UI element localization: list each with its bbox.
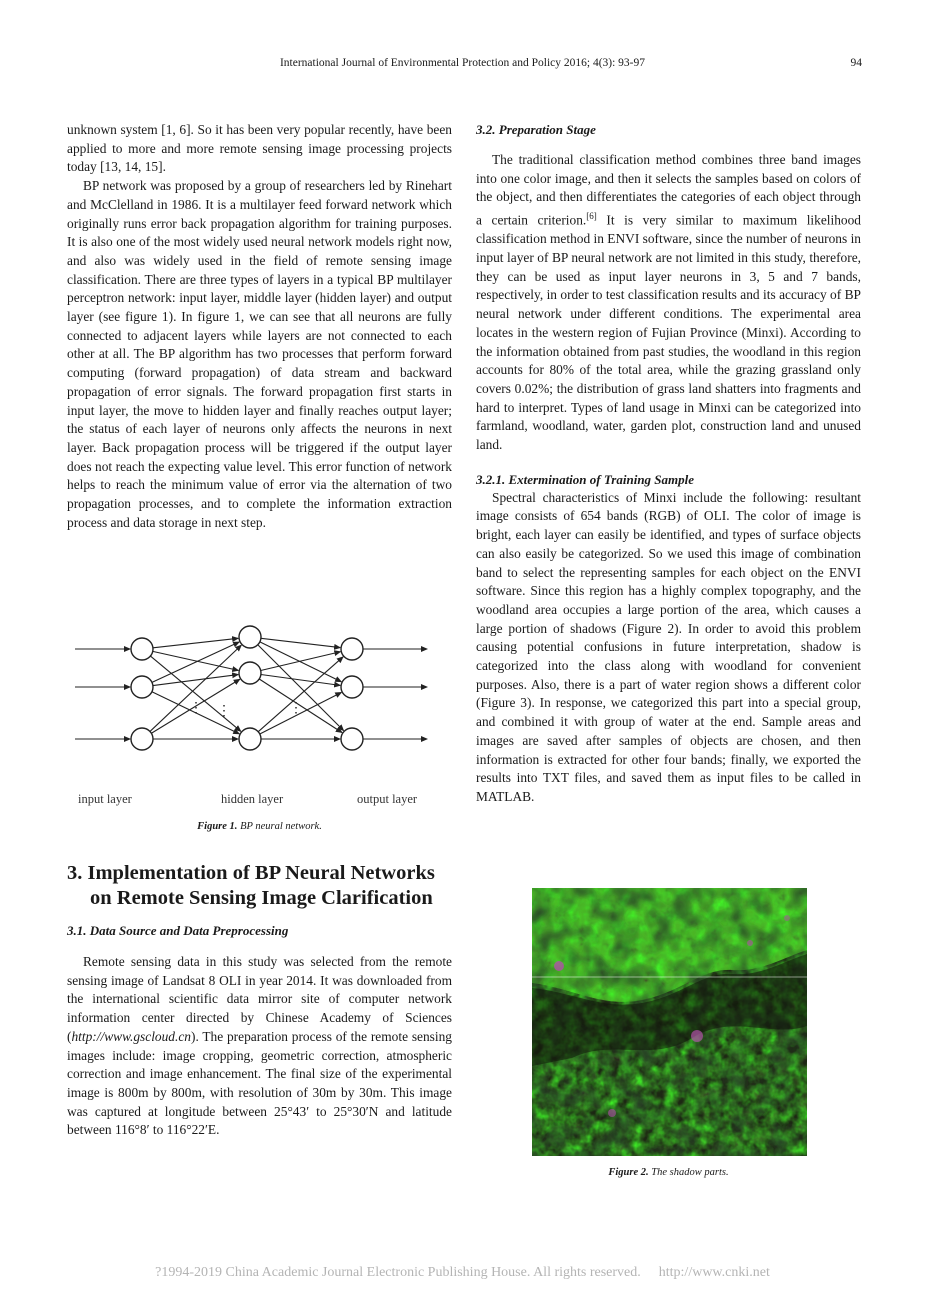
copyright-footer: [0, 1265, 925, 1281]
journal-citation: International Journal of Environmental Protection and Policy 2016; 4(3): 93-97: [279, 57, 646, 69]
left-column-text: [67, 121, 452, 532]
output-layer-label: output layer: [357, 792, 418, 806]
right-column-text: [476, 121, 861, 807]
figure-1-caption: [67, 821, 452, 832]
input-neuron: [131, 638, 153, 660]
running-header: [0, 57, 925, 73]
preparation-text-a: The traditional classification method combines three band images into one color image, and then it selects the samples based on colors of the object, and then differentiates the categories of each object through a certain criterion.: [476, 152, 861, 228]
figure-1-caption-label: Figure 1.: [197, 821, 238, 832]
cnki-url: http://www.cnki.net: [658, 1265, 770, 1280]
paragraph-preparation: [476, 151, 861, 455]
input-neuron: [131, 676, 153, 698]
subsection-3-1-heading: 3.1. Data Source and Data Preprocessing: [67, 923, 289, 938]
svg-text:⋮: ⋮: [217, 703, 231, 719]
paragraph-training-sample: Spectral characteristics of Minxi include the following: resultant image consists of 654 bands (RGB) of OLI. The color of image is bright, each layer can easily be identified, and types of surface objects can also easily be categorized. So we used this image of combination band to select the representing samples for each object on the ENVI software. Since this region has a highly complex topography, and the woodland area occupies a large portion of the area, which causes a large portion of shadows (Figure 2). In order to avoid this problem causing potential confusions in future interpretation, shadow is categorized into the class along with woodland for convenient purposes. Also, there is a part of water region shows a different color (Figure 3). In response, we categorized this part into a special group, and combined it with group of water at the end. Sample areas and images are saved after samples of objects are chosen, and then information is extracted for other four bands; finally, we exported the results into TXT files, and saved them as input files to be called in MATLAB.: [476, 489, 861, 804]
input-neuron: [131, 728, 153, 750]
figure-2-caption-text: The shadow parts.: [651, 1167, 729, 1178]
connection-arrow: [261, 674, 340, 685]
section-heading: 3. Implementation of BP Neural Networks on Remote Sensing Image Clarification: [67, 862, 435, 909]
paragraph-data-source: [67, 953, 452, 1140]
connection-arrow: [153, 638, 238, 647]
connection-arrow: [150, 656, 240, 731]
subsection-3-2-heading: 3.2. Preparation Stage: [476, 122, 596, 137]
figure-1-caption-text: BP neural network.: [240, 821, 322, 832]
hidden-layer-label: hidden layer: [221, 792, 284, 806]
connection-arrow: [258, 645, 344, 731]
figure-1-bp-network: [67, 598, 452, 813]
connection-arrow: [261, 638, 340, 647]
subsection-3-2-1-heading: 3.2.1. Extermination of Training Sample: [476, 471, 695, 487]
copyright-text: ?1994-2019 China Academic Journal Electronic Publishing House. All rights reserved.: [155, 1265, 641, 1280]
output-neuron: [341, 676, 363, 698]
hidden-neuron: [239, 662, 261, 684]
gscloud-url: http://www.gscloud.cn: [71, 1028, 191, 1044]
input-layer-label: input layer: [78, 792, 132, 806]
satellite-shadow-image: [532, 888, 807, 1156]
svg-text:⋮: ⋮: [289, 700, 303, 716]
data-source-text-a: Remote sensing data in this study was selected from the remote sensing image of Landsat 8 OLI in year 2014. It was downloaded from the international scientific data mirror site of computer network information center directed by Chinese Academy of Sciences (: [67, 954, 452, 1044]
figure-2-caption: [476, 1167, 861, 1178]
preparation-text-b: It is very similar to maximum likelihood classification method in ENVI software, since the number of neurons in input layer of BP neural network are not limited in this study, therefore, they can be used as input layer neurons in 3, 5 and 7 bands, respectively, in order to test classification results and its accuracy of BP neural network under different conditions. The experimental area locates in the western region of Fujian Province (Minxi). According to the information obtained from past studies, the woodland in this region accounts for 80% of the total area, while the grazing grassland only covers 0.02%; the distribution of grass land shatters into fragments and hard to interpret. Types of land usage in Minxi can be categorized into farmland, woodland, water, garden plot, construction land and unused land.: [476, 212, 862, 453]
paragraph-continued: unknown system [1, 6]. So it has been very popular recently, have been applied to more and more remote sensing image processing projects today [13, 14, 15].: [67, 122, 452, 175]
output-neuron: [341, 638, 363, 660]
paragraph-bp-network: BP network was proposed by a group of researchers led by Rinehart and McClelland in 1986. It is a multilayer feed forward network which originally runs error back propagation algorithm for training purposes. It is also one of the most widely used neural network models right now, and also was widely used in the field of remote sensing image classification. There are three types of layers in a typical BP multilayer perceptron network: input layer, middle layer (hidden layer) and output layer (see figure 1). In figure 1, we can see that all neurons are fully connected to adjacent layers while layers are not connected to each other at all. The BP algorithm has two processes that perform forward computing (forward propagation) of data stream and backward propagation of error signals. The forward propagation first starts in input layer, the move to hidden layer and finally reaches output layer; the status of each layer of neurons only affects the neurons in next layer. Back propagation process will be triggered if the output layer does not reach the expecting value level. This error function of network helps to reach the minimum value of error via the alternation of two propagation processes, and to complete the information extraction process and data storage in next step.: [67, 178, 452, 530]
reference-6: [6]: [586, 211, 597, 222]
bp-network-diagram: [67, 598, 452, 813]
figure-2-shadow-image: [532, 888, 807, 1156]
data-source-text-b: ). The preparation process of the remote sensing images include: image cropping, geometric correction, atmospheric correction and image enhancement. The final size of the experimental image is 800m by 800m, with resolution of 30m by 30m. This image was captured at longitude between 25°43′ to 25°30′N and latitude between 116°8′ to 116°22′E.: [67, 1028, 452, 1138]
svg-text:⋮: ⋮: [189, 700, 203, 716]
hidden-neuron: [239, 728, 261, 750]
connection-arrow: [261, 652, 341, 671]
hidden-neuron: [239, 626, 261, 648]
output-neuron: [341, 728, 363, 750]
figure-2-caption-label: Figure 2.: [608, 1167, 649, 1178]
section-3-block: [67, 861, 452, 1140]
page-number: 94: [850, 57, 862, 69]
